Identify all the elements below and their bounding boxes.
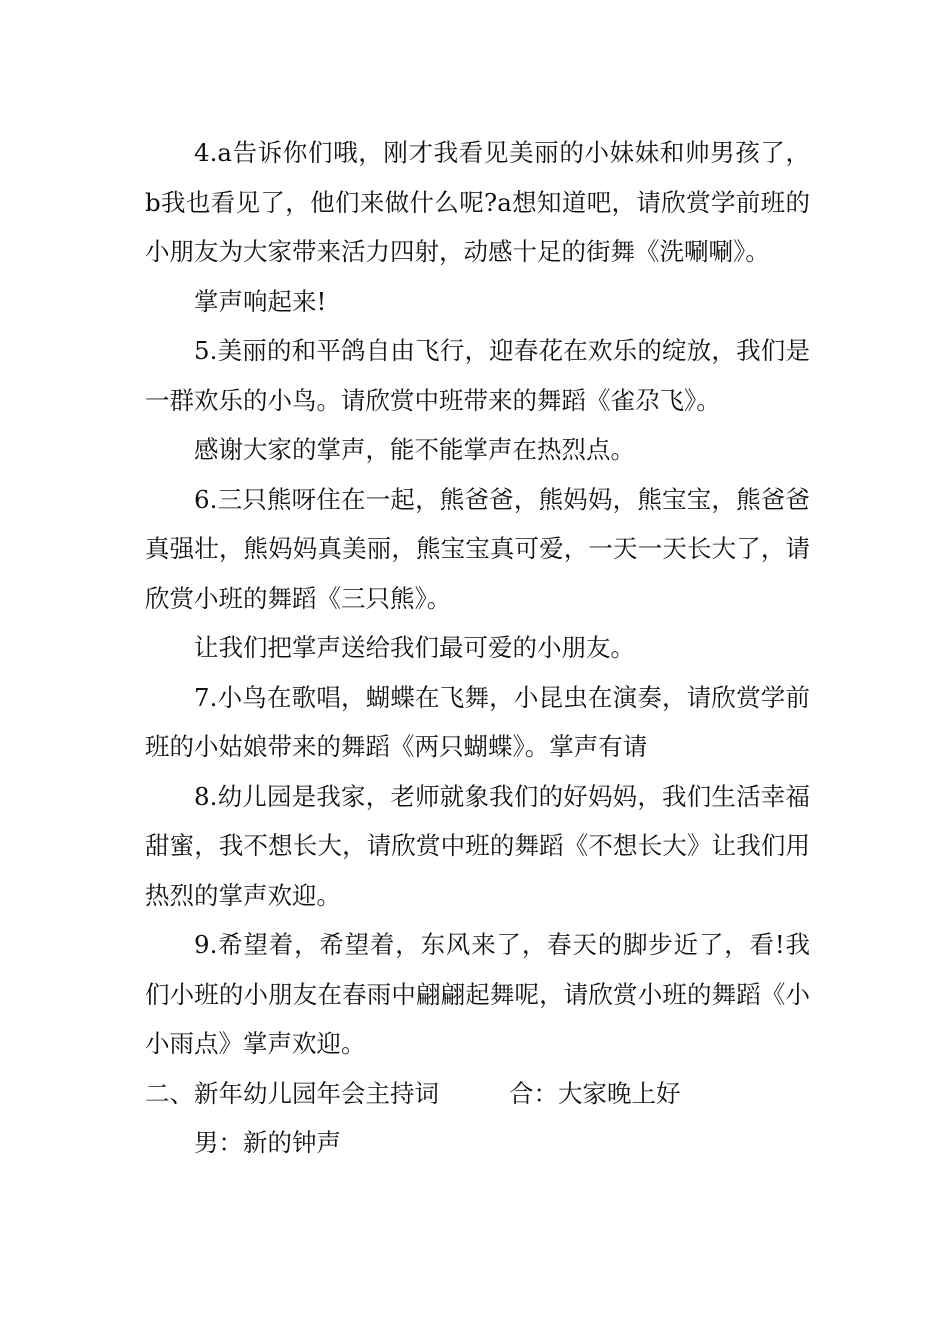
paragraph-8: 8.幼儿园是我家，老师就象我们的好妈妈，我们生活幸福甜蜜，我不想长大，请欣赏中班的舞蹈《不想长大》让我们用热烈的掌声欢迎。 [145, 781, 810, 910]
paragraph-applause-3: 让我们把掌声送给我们最可爱的小朋友。 [194, 633, 635, 662]
paragraph-last: 男：新的钟声 [194, 1128, 341, 1157]
paragraph-applause-2: 感谢大家的掌声，能不能掌声在热烈点。 [194, 435, 635, 464]
paragraph-4: 4.a告诉你们哦，刚才我看见美丽的小妹妹和帅男孩了，b我也看见了，他们来做什么呢?a想知道吧，请欣赏学前班的小朋友为大家带来活力四射，动感十足的街舞《洗唰唰》。 [145, 138, 810, 266]
section-heading-title: 二、新年幼儿园年会主持词 [145, 1078, 439, 1108]
paragraph-7: 7.小鸟在歌唱，蝴蝶在飞舞，小昆虫在演奏，请欣赏学前班的小姑娘带来的舞蹈《两只蝴蝶》。掌声有请 [145, 682, 810, 761]
paragraph-9: 9.希望着，希望着，东风来了，春天的脚步近了，看!我们小班的小朋友在春雨中翩翩起舞呢，请欣赏小班的舞蹈《小小雨点》掌声欢迎。 [145, 930, 810, 1058]
section-heading [145, 1069, 810, 1119]
paragraph-6: 6.三只熊呀住在一起，熊爸爸，熊妈妈，熊宝宝，熊爸爸真强壮，熊妈妈真美丽，熊宝宝真可爱，一天一天长大了，请欣赏小班的舞蹈《三只熊》。 [145, 484, 810, 613]
section-heading-tail: 合：大家晚上好 [509, 1078, 681, 1108]
paragraph-applause-1: 掌声响起来! [194, 286, 327, 316]
document-body [145, 128, 810, 1168]
paragraph-5: 5.美丽的和平鸽自由飞行，迎春花在欢乐的绽放，我们是一群欢乐的小鸟。请欣赏中班带来的舞蹈《雀尕飞》。 [145, 336, 810, 415]
